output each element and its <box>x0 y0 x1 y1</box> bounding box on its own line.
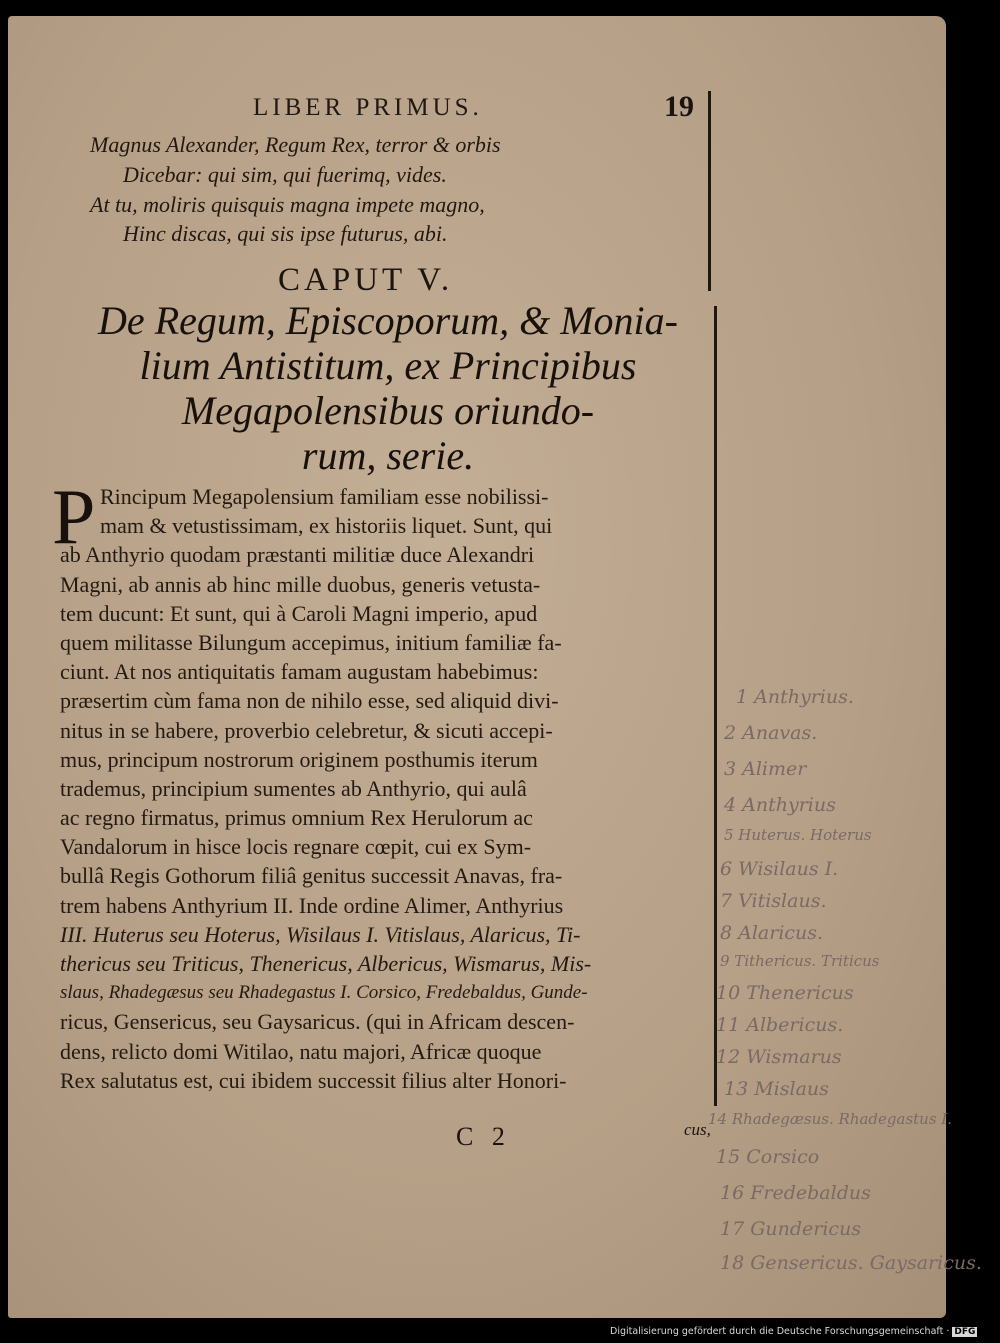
body-text <box>60 482 720 1095</box>
title-line: rum, serie. <box>301 433 475 478</box>
text-line: tem ducunt: Et sunt, qui à Caroli Magni imperio, apud <box>60 600 538 626</box>
funding-footer <box>610 1326 977 1337</box>
drop-cap: P <box>52 473 96 560</box>
title-line: lium Antistitum, ex Principibus <box>139 343 637 388</box>
text-line: trem habens Anthyrium II. Inde ordine Alimer, Anthyrius <box>60 892 564 918</box>
margin-note: 9 Tithericus. Triticus <box>720 952 880 970</box>
text-line: slaus, Rhadegæsus seu Rhadegastus I. Corsico, Fredebaldus, Gunde- <box>60 982 588 1004</box>
title-line: Megapolensibus oriundo- <box>181 388 595 433</box>
text-line: III. Huterus seu Hoterus, Wisilaus I. Vitislaus, Alaricus, Ti- <box>60 921 581 947</box>
margin-note: 5 Huterus. Hoterus <box>724 826 872 844</box>
margin-note: 10 Thenericus <box>716 982 854 1004</box>
margin-note: 1 Anthyrius. <box>736 686 854 708</box>
margin-note: 17 Gundericus <box>720 1218 862 1240</box>
margin-note: 4 Anthyrius <box>724 794 836 816</box>
text-line: dens, relicto domi Witilao, natu majori, Africæ quoque <box>60 1038 542 1064</box>
text-line: Rincipum Megapolensium familiam esse nobilissi- <box>100 484 549 509</box>
text-line: ac regno firmatus, primus omnium Rex Herulorum ac <box>60 805 533 831</box>
text-line: thericus seu Triticus, Thenericus, Albericus, Wismarus, Mis- <box>60 951 592 976</box>
vertical-rule-top <box>708 91 711 291</box>
text-line: ricus, Gensericus, seu Gaysaricus. (qui in Africam descen- <box>60 1009 575 1035</box>
text-line: quem militasse Bilungum accepimus, initium familiæ fa- <box>60 629 562 655</box>
chapter-heading: CAPUT V. <box>278 262 454 298</box>
margin-note: 18 Gensericus. Gaysaricus. <box>720 1252 982 1274</box>
text-line: mam & vetustissimam, ex historiis liquet. Sunt, qui <box>100 513 553 539</box>
margin-note: 15 Corsico <box>716 1146 820 1168</box>
margin-note: 3 Alimer <box>724 758 807 780</box>
margin-note: 8 Alaricus. <box>720 922 824 944</box>
margin-note: 7 Vitislaus. <box>720 890 827 912</box>
text-line: præsertim cùm fama non de nihilo esse, sed aliquid divi- <box>60 688 559 714</box>
signature-mark: C 2 <box>456 1122 511 1151</box>
margin-note: 6 Wisilaus I. <box>720 858 839 880</box>
text-line: mus, principum nostrorum originem posthumis iterum <box>60 746 538 772</box>
verse-line: Dicebar: qui sim, qui fuerimq, vides. <box>123 162 447 187</box>
text-line: Magni, ab annis ab hinc mille duobus, generis vetusta- <box>60 571 541 597</box>
chapter-title <box>68 298 708 478</box>
text-line: nitus in se habere, proverbio celebretur, & sicuti accepi- <box>60 717 553 743</box>
text-line: Vandalorum in hisce locis regnare cœpit, cui ex Sym- <box>60 834 532 860</box>
verse-line: Magnus Alexander, Regum Rex, terror & orbis <box>90 132 501 157</box>
page-number: 19 <box>664 90 694 123</box>
dfg-logo: DFG <box>954 1327 976 1337</box>
text-line: ciunt. At nos antiquitatis famam augustam habebimus: <box>60 659 539 685</box>
margin-note: 14 Rhadegæsus. Rhadegastus I. <box>708 1110 952 1128</box>
margin-note: 12 Wismarus <box>716 1046 842 1068</box>
running-head: LIBER PRIMUS. <box>253 94 483 121</box>
text-line: ab Anthyrio quodam præstanti militiæ duce Alexandri <box>60 542 535 568</box>
margin-note: 13 Mislaus <box>724 1078 829 1100</box>
margin-note: 16 Fredebaldus <box>720 1182 871 1204</box>
margin-note: 11 Albericus. <box>716 1014 844 1036</box>
footer-text: Digitalisierung gefördert durch die Deutsche Forschungsgemeinschaft · <box>610 1326 950 1337</box>
text-line: trademus, principium sumentes ab Anthyrio, qui aulâ <box>60 775 527 801</box>
margin-note: 2 Anavas. <box>724 722 818 744</box>
text-line: Rex salutatus est, cui ibidem successit filius alter Honori- <box>60 1067 567 1093</box>
verse-line: At tu, moliris quisquis magna impete magno, <box>90 192 485 217</box>
catchword: cus, <box>684 1120 711 1139</box>
title-line: De Regum, Episcoporum, & Monia- <box>98 298 678 343</box>
verse-line: Hinc discas, qui sis ipse futurus, abi. <box>123 221 448 246</box>
book-page <box>8 16 982 1318</box>
text-line: bullâ Regis Gothorum filiâ genitus successit Anavas, fra- <box>60 863 563 889</box>
